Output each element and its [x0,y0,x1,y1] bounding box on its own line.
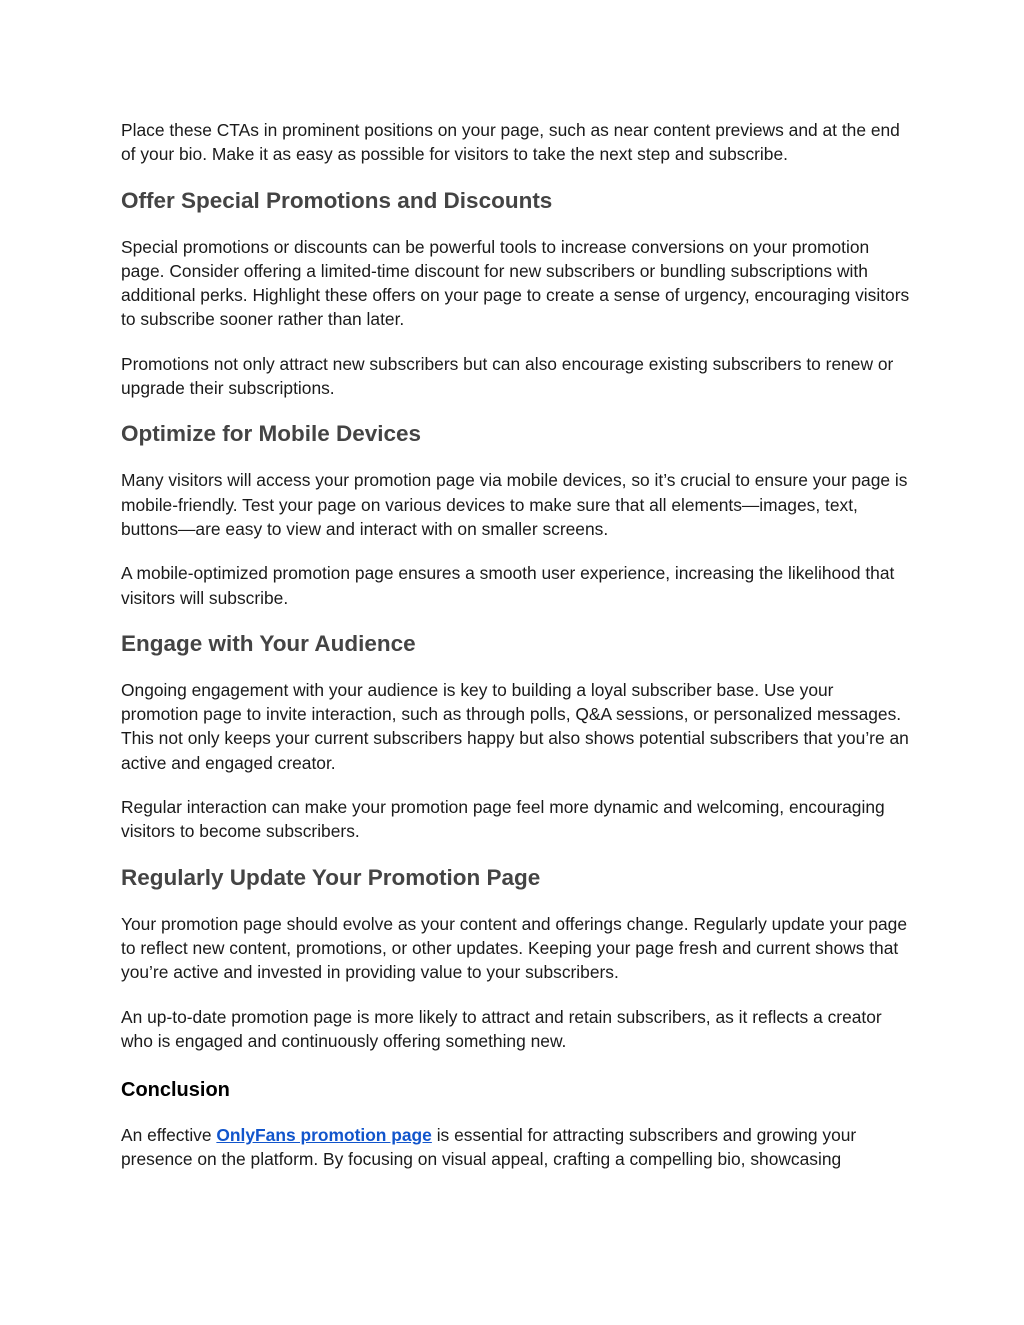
section-heading-engage: Engage with Your Audience [121,630,416,656]
section-paragraph: Your promotion page should evolve as your content and offerings change. Regularly update your page to reflect new content, promotions, or other updates. Keeping your page fresh and current shows that you’re active and invested in providing value to your subscribers. [121,913,908,983]
document-page [121,118,911,1172]
section-heading-mobile: Optimize for Mobile Devices [121,421,422,447]
onlyfans-promotion-page-link[interactable]: OnlyFans promotion page [216,1125,432,1146]
section-heading-promotions: Offer Special Promotions and Discounts [121,187,553,213]
section-paragraph: Regular interaction can make your promotion page feel more dynamic and welcoming, encouraging visitors to become subscribers. [121,797,885,842]
section-paragraph: Special promotions or discounts can be powerful tools to increase conversions on your promotion page. Consider offering a limited-time discount for new subscribers or bundling subscriptions with additional perks. Highlight these offers on your page to create a sense of urgency, encouraging visitors to subscribe sooner rather than later. [121,236,910,330]
intro-paragraph: Place these CTAs in prominent positions on your page, such as near content previews and at the end of your bio. Make it as easy as possible for visitors to take the next step and subscribe. [121,120,900,165]
section-paragraph: Many visitors will access your promotion page via mobile devices, so it’s crucial to ensure your page is mobile-friendly. Test your page on various devices to make sure that all elements—images, text, buttons—are easy to view and interact with on smaller screens. [121,470,908,539]
conclusion-paragraph [121,1123,911,1172]
section-paragraph: Ongoing engagement with your audience is key to building a loyal subscriber base. Use your promotion page to invite interaction, such as through polls, Q&A sessions, or personalized messages. This not only keeps your current subscribers happy but also shows potential subscribers that you’re an active and engaged creator. [121,679,909,773]
conclusion-heading: Conclusion [121,1079,230,1102]
section-paragraph: Promotions not only attract new subscribers but can also encourage existing subscribers to renew or upgrade their subscriptions. [121,353,894,399]
conclusion-text-end: is essential for attracting subscribers and growing your presence on the platform. By focusing on visual appeal, crafting a compelling bio, showcasing [121,1125,857,1170]
conclusion-text-start: An effective [121,1125,217,1146]
section-paragraph: An up-to-date promotion page is more likely to attract and retain subscribers, as it reflects a creator who is engaged and continuously offering something new. [121,1006,882,1051]
section-heading-update: Regularly Update Your Promotion Page [121,864,541,890]
section-paragraph: A mobile-optimized promotion page ensures a smooth user experience, increasing the likelihood that visitors will subscribe. [121,563,895,608]
